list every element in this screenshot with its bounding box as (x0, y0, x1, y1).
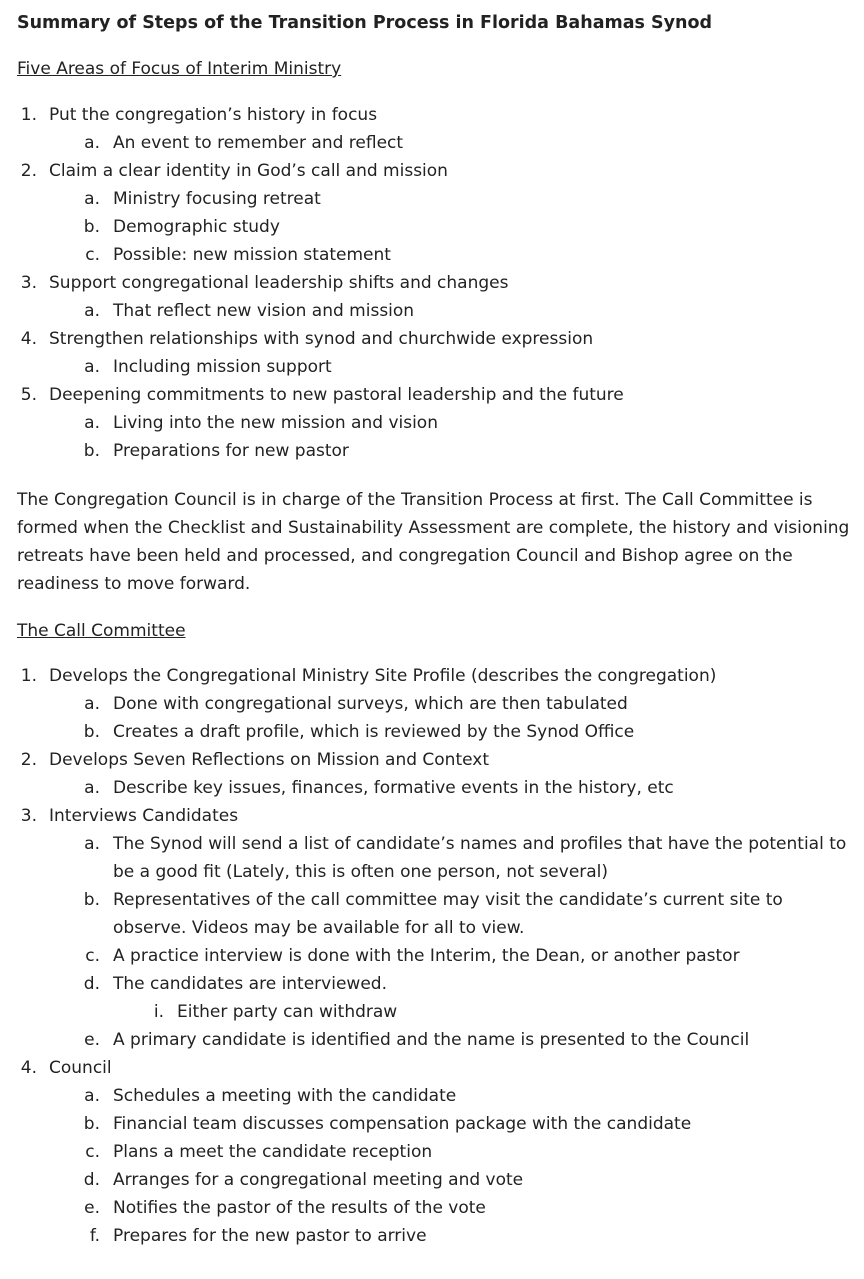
list-item-level-2 (0, 1166, 864, 1194)
list-item-text: An event to remember and reflect (113, 133, 404, 153)
list-item-text: Support congregational leadership shifts and changes (49, 273, 509, 293)
list-marker: a. (84, 357, 100, 377)
list-item-text: Council (49, 1058, 112, 1078)
list-marker: 1. (20, 105, 37, 125)
list-marker: c. (85, 245, 100, 265)
list-item-text: Strengthen relationships with synod and churchwide expression (49, 329, 594, 349)
list-marker: c. (85, 1142, 100, 1162)
list-item-level-2 (0, 1138, 864, 1166)
list-item-level-2 (0, 1110, 864, 1138)
list-marker: a. (84, 778, 100, 798)
list-item-text: Creates a draft profile, which is reviewed by the Synod Office (113, 722, 635, 742)
list-marker: a. (84, 413, 100, 433)
list-item-text: Including mission support (113, 357, 332, 377)
list-marker: a. (84, 834, 100, 854)
interim-focus-list (0, 101, 864, 465)
list-item-text: Schedules a meeting with the candidate (113, 1086, 457, 1106)
list-marker: i. (153, 1002, 164, 1022)
list-marker: 3. (20, 273, 37, 293)
list-item-level-1 (0, 662, 864, 690)
section-heading-call-committee: The Call Committee (17, 621, 186, 641)
list-item-level-2 (0, 241, 864, 269)
list-item-text: Representatives of the call committee may visit the candidate’s current site to observe. Videos may be available for all to view. (113, 890, 783, 938)
list-marker: 4. (20, 1058, 37, 1078)
list-item-text: Notifies the pastor of the results of the vote (113, 1198, 486, 1218)
list-item-text: Preparations for new pastor (113, 441, 349, 461)
list-marker: b. (83, 722, 100, 742)
list-marker: e. (84, 1030, 100, 1050)
list-item-level-3 (0, 998, 864, 1026)
list-item-text: Describe key issues, finances, formative events in the history, etc (113, 778, 674, 798)
list-marker: e. (84, 1198, 100, 1218)
list-item-level-2 (0, 1222, 864, 1250)
list-item-text: Done with congregational surveys, which are then tabulated (113, 694, 628, 714)
list-item-level-2 (0, 942, 864, 970)
list-item-text: Interviews Candidates (49, 806, 239, 826)
list-item-text: Possible: new mission statement (113, 245, 391, 265)
list-item-level-2 (0, 690, 864, 718)
list-item-level-1 (0, 802, 864, 830)
document-title: Summary of Steps of the Transition Process in Florida Bahamas Synod (17, 13, 713, 33)
list-item-level-1 (0, 157, 864, 185)
list-item-text: A primary candidate is identified and the name is presented to the Council (113, 1030, 750, 1050)
list-marker: 5. (20, 385, 37, 405)
section-heading-interim-focus: Five Areas of Focus of Interim Ministry (17, 59, 342, 79)
list-marker: 1. (20, 666, 37, 686)
list-marker: f. (89, 1226, 100, 1246)
list-item-level-2 (0, 970, 864, 998)
list-marker: b. (83, 1114, 100, 1134)
list-marker: 4. (20, 329, 37, 349)
list-item-level-2 (0, 185, 864, 213)
list-marker: 2. (20, 750, 37, 770)
list-item-level-2 (0, 213, 864, 241)
list-item-level-1 (0, 381, 864, 409)
list-item-level-1 (0, 746, 864, 774)
list-item-text: Deepening commitments to new pastoral leadership and the future (49, 385, 624, 405)
list-marker: b. (83, 441, 100, 461)
list-item-text: Ministry focusing retreat (113, 189, 321, 209)
list-item-text: The candidates are interviewed. (113, 974, 387, 994)
list-marker: b. (83, 890, 100, 910)
list-item-text: The Synod will send a list of candidate’s names and profiles that have the potential to be a good fit (Lately, this is often one person, not several) (113, 834, 847, 882)
call-committee-list (0, 662, 864, 1250)
list-marker: a. (84, 189, 100, 209)
list-item-text: Either party can withdraw (177, 1002, 398, 1022)
council-paragraph: The Congregation Council is in charge of the Transition Process at first. The Call Committee is formed when the Checklist and Sustainability Assessment are complete, the history and visioning retreats have been held and processed, and congregation Council and Bishop agree on the readiness to move forward. (17, 490, 850, 594)
list-marker: d. (83, 974, 100, 994)
list-marker: 3. (20, 806, 37, 826)
list-item-text: Develops the Congregational Ministry Site Profile (describes the congregation) (49, 666, 717, 686)
list-item-text: Put the congregation’s history in focus (49, 105, 378, 125)
list-item-level-2 (0, 774, 864, 802)
list-item-text: Living into the new mission and vision (113, 413, 438, 433)
list-item-level-2 (0, 830, 864, 886)
list-item-level-2 (0, 437, 864, 465)
list-item-level-2 (0, 718, 864, 746)
list-item-text: Plans a meet the candidate reception (113, 1142, 433, 1162)
list-marker: 2. (20, 161, 37, 181)
list-item-level-2 (0, 1194, 864, 1222)
list-item-text: Develops Seven Reflections on Mission and Context (49, 750, 490, 770)
list-item-level-1 (0, 325, 864, 353)
list-marker: d. (83, 1170, 100, 1190)
list-item-level-2 (0, 353, 864, 381)
list-item-level-1 (0, 1054, 864, 1082)
list-item-level-2 (0, 1026, 864, 1054)
list-item-text: Arranges for a congregational meeting and vote (113, 1170, 524, 1190)
list-item-text: Claim a clear identity in God’s call and mission (49, 161, 448, 181)
list-marker: a. (84, 301, 100, 321)
list-item-text: Demographic study (113, 217, 280, 237)
list-item-level-1 (0, 269, 864, 297)
list-item-level-2 (0, 129, 864, 157)
list-item-level-2 (0, 1082, 864, 1110)
list-marker: a. (84, 694, 100, 714)
list-marker: c. (85, 946, 100, 966)
list-marker: a. (84, 133, 100, 153)
list-item-level-2 (0, 297, 864, 325)
list-item-text: That reflect new vision and mission (113, 301, 415, 321)
list-item-text: A practice interview is done with the Interim, the Dean, or another pastor (113, 946, 740, 966)
list-marker: b. (83, 217, 100, 237)
list-item-level-2 (0, 409, 864, 437)
list-item-level-1 (0, 101, 864, 129)
list-item-text: Financial team discusses compensation package with the candidate (113, 1114, 692, 1134)
list-item-text: Prepares for the new pastor to arrive (113, 1226, 427, 1246)
list-marker: a. (84, 1086, 100, 1106)
list-item-level-2 (0, 886, 864, 942)
